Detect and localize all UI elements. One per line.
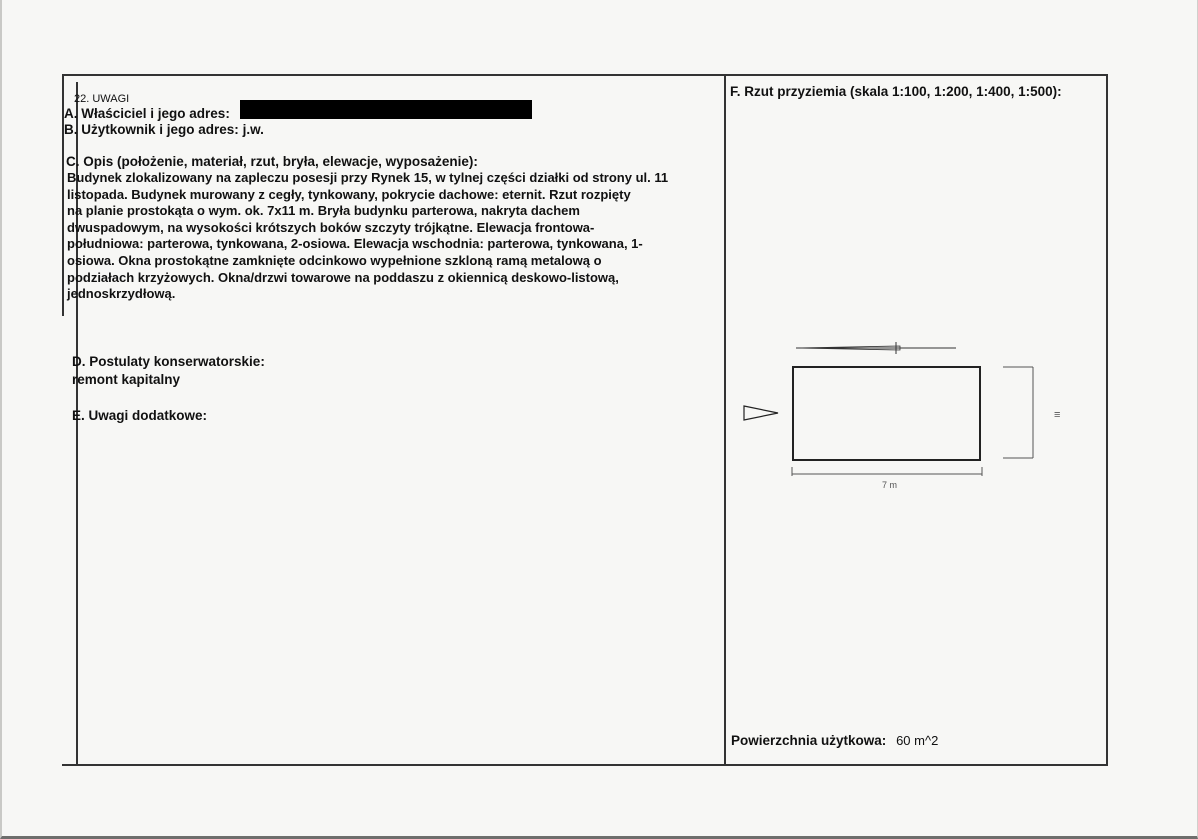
description-line: osiowa. Okna prostokątne zamknięte odcinkowo wypełnione szkloną ramą metalową o	[67, 252, 602, 268]
owner-label: A. Właściciel i jego adres:	[64, 106, 230, 121]
usable-area-label: Powierzchnia użytkowa:	[731, 733, 887, 748]
usable-area-value: 60 m^2	[896, 733, 939, 748]
user-value: j.w.	[242, 122, 264, 137]
description-heading: C. Opis (położenie, materiał, rzut, bryła, elewacje, wyposażenie):	[66, 154, 478, 169]
description-line: dwuspadowym, na wysokości krótszych boków szczyty trójkątne. Elewacja frontowa-	[67, 219, 595, 235]
conservation-heading: D. Postulaty konserwatorskie:	[72, 354, 265, 369]
description-line: podziałach krzyżowych. Okna/drzwi towarowe na poddaszu z okiennicą deskowo-listową,	[67, 269, 619, 285]
dimension-label: 7 m	[882, 480, 898, 490]
description-line: jednoskrzydłową.	[67, 286, 176, 302]
description-line: Budynek zlokalizowany na zapleczu posesji przy Rynek 15, w tylnej części działki od strony ul. 11	[67, 170, 669, 185]
description-line: południowa: parterowa, tynkowana, 2-osiowa. Elewacja wschodnia: parterowa, tynkowana, 1-	[67, 236, 643, 252]
conservation-value: remont kapitalny	[72, 372, 181, 387]
user-line	[64, 122, 264, 138]
column-divider	[724, 74, 726, 766]
floor-plan-heading: F. Rzut przyziemia (skala 1:100, 1:200, 1:400, 1:500):	[730, 84, 1062, 99]
user-label: B. Użytkownik i jego adres:	[64, 122, 239, 137]
redacted-owner-address	[240, 100, 532, 119]
description-line: na planie prostokąta o wym. ok. 7x11 m. Bryła budynku parterowa, nakryta dachem	[67, 203, 580, 219]
description-line: listopada. Budynek murowany z cegły, tynkowany, pokrycie dachowe: eternit. Rzut rozpięty	[67, 186, 631, 202]
side-mark: ≡	[1054, 409, 1061, 421]
remarks-heading: E. Uwagi dodatkowe:	[72, 408, 208, 423]
description-body	[67, 170, 668, 303]
usable-area	[731, 733, 938, 749]
section-title: 22. UWAGI	[74, 93, 130, 105]
